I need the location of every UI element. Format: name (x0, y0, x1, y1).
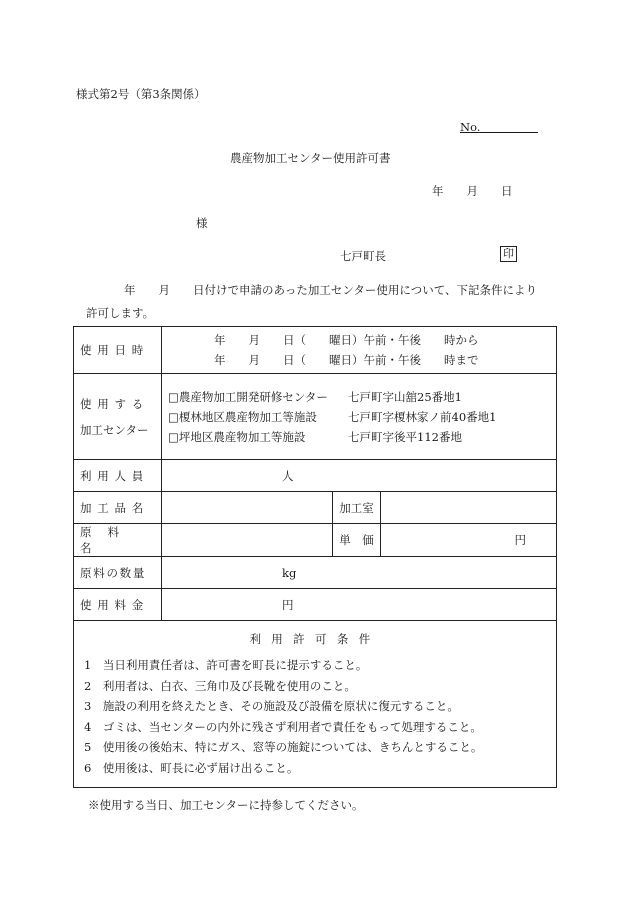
condition-item: 5 使用後の後始末、特にガス、窓等の施錠については、きちんとすること。 (84, 740, 483, 754)
label-usage-datetime: 使用日時 (74, 327, 162, 374)
usage-datetime-from: 年 月 日（ 曜日）午前・午後 時から (214, 333, 479, 347)
label-fee: 使用料金 (74, 589, 162, 621)
label-center-line2: 加工センター (80, 422, 149, 437)
form-number: 様式第2号（第3条関係） (76, 87, 206, 101)
usage-datetime-to: 年 月 日（ 曜日）午前・午後 時まで (214, 353, 479, 367)
issue-date: 年 月 日 (432, 184, 513, 198)
center-option-name: □榎林地区農産物加工等施設 (168, 409, 317, 424)
label-product: 加工品名 (74, 492, 162, 524)
center-option-address: 七戸町字山舘25番地1 (348, 389, 462, 404)
row-processing-center (74, 374, 557, 460)
condition-item: 1 当日利用責任者は、許可書を町長に提示すること。 (84, 658, 368, 672)
addressee-honorific: 様 (196, 216, 208, 230)
label-processing-center (74, 374, 162, 460)
center-option-name: □坪地区農産物加工等施設 (168, 429, 306, 444)
center-option[interactable] (168, 387, 550, 407)
body-text-line2: 許可します。 (86, 306, 155, 320)
center-option-address: 七戸町字榎林家ノ前40番地1 (348, 409, 497, 424)
row-material (74, 524, 557, 557)
center-option[interactable] (168, 427, 550, 447)
body-text-line1: 年 月 日付けで申請のあった加工センター使用について、下記条件により (124, 283, 537, 297)
center-options (162, 374, 557, 460)
seal-mark: 印 (500, 246, 517, 262)
conditions-title: 利用許可条件 (249, 632, 381, 646)
product-field[interactable] (162, 492, 333, 524)
row-product (74, 492, 557, 524)
footer-note: ※使用する当日、加工センターに持参してください。 (88, 798, 364, 812)
usage-datetime-field[interactable] (162, 327, 557, 374)
row-conditions (74, 621, 557, 788)
label-processing-room: 加工室 (333, 492, 381, 524)
users-unit: 人 (282, 468, 294, 483)
label-center-line1: 使用する (80, 396, 149, 411)
label-quantity: 原料の数量 (74, 557, 162, 589)
conditions-section (74, 621, 557, 788)
row-quantity (74, 557, 557, 589)
condition-item: 2 利用者は、白衣、三角巾及び長靴を使用のこと。 (84, 678, 356, 693)
row-usage-datetime (74, 327, 557, 374)
condition-item: 6 使用後は、町長に必ず届け出ること。 (84, 760, 299, 775)
unit-price-unit: 円 (514, 533, 527, 547)
condition-item: 4 ゴミは、当センターの内外に残さず利用者で責任をもって処理すること。 (84, 719, 482, 734)
label-users: 利用人員 (74, 460, 162, 492)
issuer-name: 七戸町長 (340, 249, 386, 263)
quantity-field[interactable] (162, 557, 557, 589)
condition-item: 3 施設の利用を終えたとき、その施設及び設備を原状に復元すること。 (84, 699, 459, 713)
material-field[interactable] (162, 524, 333, 557)
fee-unit: 円 (282, 597, 294, 612)
users-field[interactable] (162, 460, 557, 492)
fee-field[interactable] (162, 589, 557, 621)
document-title: 農産物加工センター使用許可書 (230, 151, 391, 165)
document-number: No. (460, 120, 538, 134)
processing-room-field[interactable] (381, 492, 557, 524)
center-option-address: 七戸町字後平112番地 (348, 429, 462, 444)
row-users (74, 460, 557, 492)
quantity-unit: kg (282, 565, 297, 580)
row-fee (74, 589, 557, 621)
unit-price-field[interactable] (381, 524, 557, 557)
center-option-name: □農産物加工開発研修センター (168, 389, 328, 404)
center-option[interactable] (168, 407, 550, 427)
label-unit-price: 単 価 (333, 524, 381, 557)
permit-form-table (73, 326, 557, 788)
label-material: 原料名 (74, 524, 162, 557)
